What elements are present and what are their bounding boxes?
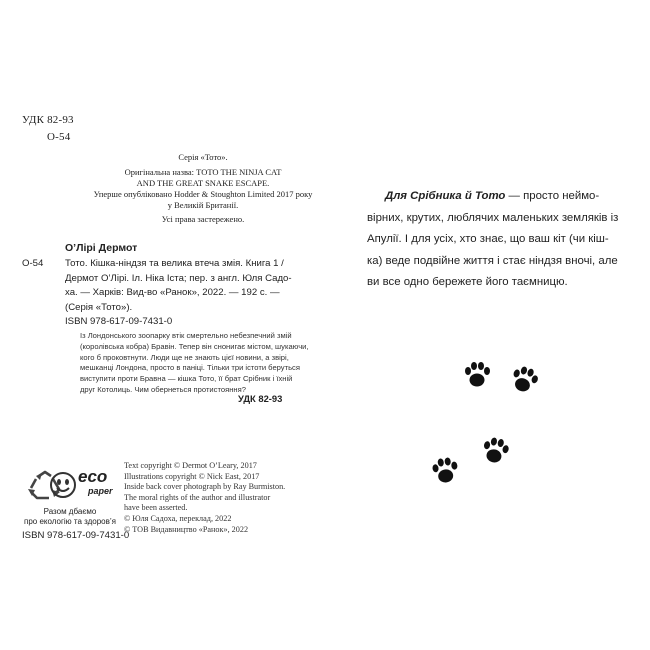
classification-code: О-54 (47, 131, 71, 143)
original-title-line-1: Оригінальна назва: TOTO THE NINJA CAT (124, 167, 282, 177)
biblio-line: Дермот О’Лірі. Іл. Ніка Іста; пер. з англ. Юля Садо- (65, 272, 292, 284)
annotation-line: (королівська кобра) Бравін. Тепер він снонигає містом, шукаючи, (80, 341, 309, 351)
copyright-line: have been asserted. (124, 503, 188, 513)
eco-caption-line-2: про екологію та здоров’я (23, 517, 116, 526)
annotation-line: Із Лондонського зоопарку втік смертельно небезпечний змій (80, 331, 292, 340)
paw-print-icon (505, 361, 543, 399)
paw-print-icon (477, 433, 513, 469)
dedication-names: Для Срібника й Тото (385, 190, 506, 202)
paw-print-icon (428, 454, 462, 488)
copyright-line: The moral rights of the author and illustrator (124, 492, 271, 502)
copyright-line: Inside back cover photograph by Ray Burmiston. (124, 482, 286, 492)
published-line-2: у Великій Британії. (167, 200, 239, 210)
dedication-line: — просто неймо- (505, 190, 600, 202)
author-name: О’Лірі Дермот (65, 242, 138, 254)
biblio-line: (Серія «Тото»). (65, 301, 133, 313)
annotation-line: мешканці Лондона, просто в паніці. Тільки три істоти беруться (80, 363, 300, 373)
copyright-line: © Юля Садоха, переклад, 2022 (124, 513, 232, 523)
published-line-1: Уперше опубліковано Hodder & Stoughton Limited 2017 року (93, 189, 313, 199)
dedication-line: Апулії. І для усіх, хто знає, що ваш кіт (чи кіш- (367, 233, 609, 245)
isbn-bottom: ISBN 978-617-09-7431-0 (22, 530, 130, 541)
eco-caption-line-1: Разом дбаємо (43, 507, 97, 516)
dedication-line: ка) веде подвійне життя і стає ніндзя вночі, але (367, 254, 618, 267)
annotation-line: виступити проти Бравна — кішка Тото, її брат Срібник і їхній (80, 374, 293, 384)
biblio-isbn: ISBN 978-617-09-7431-0 (65, 316, 173, 327)
rights-line: Усі права застережено. (161, 214, 245, 224)
smiley-icon (48, 470, 78, 500)
paw-print-icon (462, 360, 492, 390)
annotation-line: кого б проковтнути. Люди ще не знають цієї новини, а звірі, (80, 352, 289, 362)
series-line: Серія «Тото». (178, 152, 228, 162)
eco-caption (18, 507, 122, 527)
udk-code-top: УДК 82-93 (22, 114, 74, 126)
eco-brand: eco (78, 467, 108, 486)
biblio-line: ха. — Харків: Вид-во «Ранок», 2022. — 192 с. — (65, 287, 280, 298)
copyright-block (124, 461, 304, 535)
bibliographic-record (65, 257, 292, 330)
dedication (367, 186, 627, 294)
copyright-line: Illustrations copyright © Nick East, 2017 (124, 471, 260, 481)
annotation-line: друг Котолиць. Чим обернеться протистояння? (80, 384, 246, 394)
dedication-line: ви все одно бережете його таємницю. (367, 276, 568, 288)
copyright-line: © ТОВ Видавництво «Ранок», 2022 (124, 524, 249, 534)
original-title-line-2: AND THE GREAT SNAKE ESCAPE. (136, 178, 270, 188)
udk-code-bottom: УДК 82-93 (238, 393, 283, 404)
series-block (93, 152, 313, 225)
eco-paper-logo (78, 468, 120, 502)
eco-sub: paper (88, 486, 113, 496)
biblio-class-code: О-54 (22, 258, 44, 269)
biblio-line: Тото. Кішка-ніндзя та велика втеча змія. Книга 1 / (65, 258, 284, 269)
annotation (80, 331, 309, 396)
dedication-line: вірних, крутих, люблячих маленьких земляків із (367, 211, 619, 224)
copyright-line: Text copyright © Dermot O’Leary, 2017 (124, 461, 257, 470)
